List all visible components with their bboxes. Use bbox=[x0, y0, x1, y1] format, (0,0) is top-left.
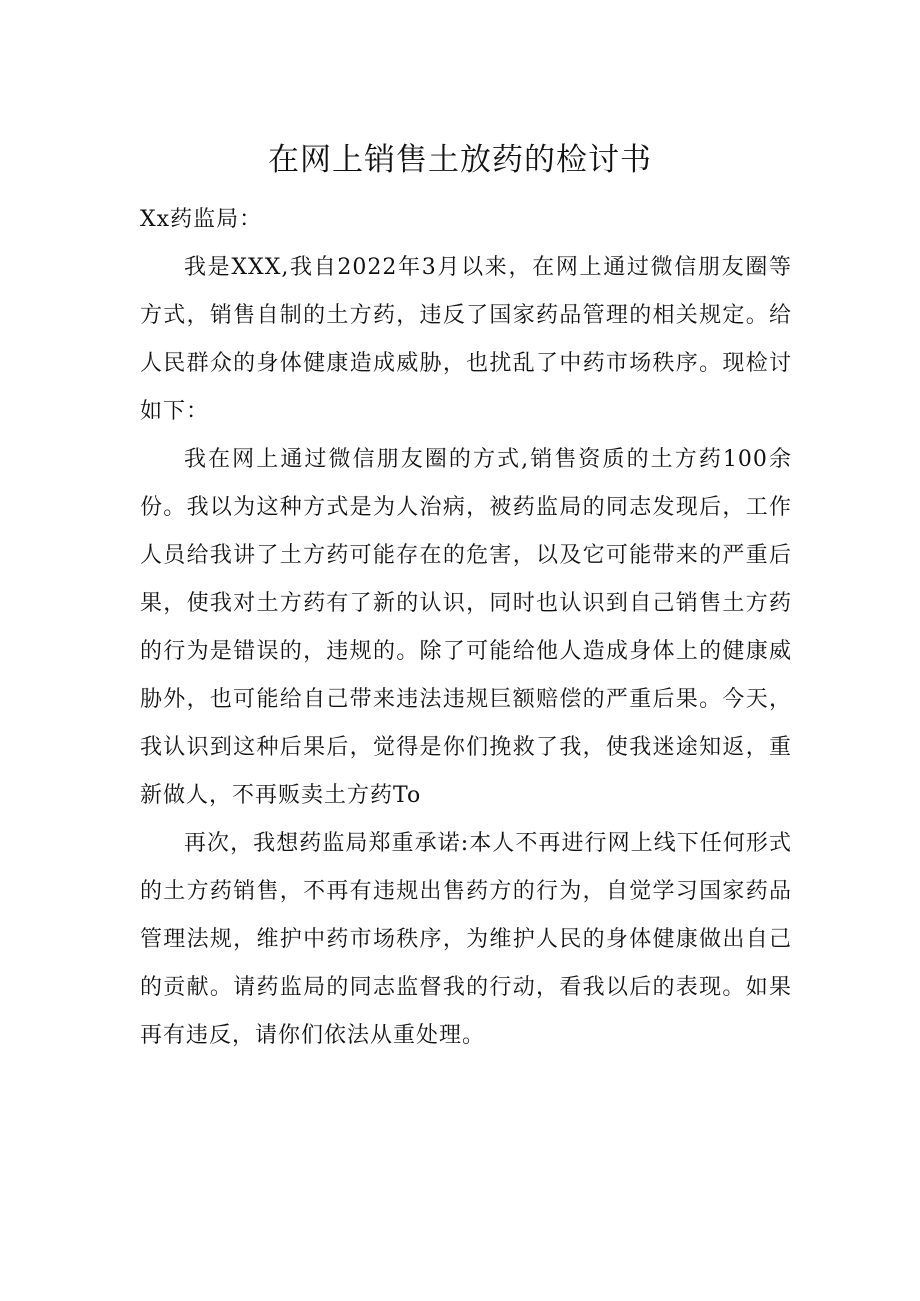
document-body bbox=[140, 196, 792, 1060]
salutation: Xx药监局： bbox=[140, 207, 263, 232]
paragraph-1: 我是XXX,我自2022年3月以来，在网上通过微信朋友圈等方式，销售自制的土方药，违反了国家药品管理的相关规定。给人民群众的身体健康造成威胁，也扰乱了中药市场秩序。现检讨如下： bbox=[140, 255, 792, 424]
document-title: 在网上销售土放药的检讨书 bbox=[268, 142, 652, 178]
paragraph-2: 我在网上通过微信朋友圈的方式,销售资质的土方药100余份。我以为这种方式是为人治病，被药监局的同志发现后，工作人员给我讲了土方药可能存在的危害，以及它可能带来的严重后果，使我对土方药有了新的认识，同时也认识到自己销售土方药的行为是错误的，违规的。除了可能给他人造成身体上的健康威胁外，也可能给自己带来违法违规巨额赔偿的严重后果。今天，我认识到这种后果后，觉得是你们挽救了我，使我迷途知返，重新做人，不再贩卖土方药To bbox=[140, 447, 792, 808]
paragraph-3: 再次，我想药监局郑重承诺:本人不再进行网上线下任何形式的土方药销售，不再有违规出售药方的行为，自觉学习国家药品管理法规，维护中药市场秩序，为维护人民的身体健康做出自己的贡献。请药监局的同志监督我的行动，看我以后的表现。如果再有违反，请你们依法从重处理。 bbox=[140, 831, 792, 1048]
